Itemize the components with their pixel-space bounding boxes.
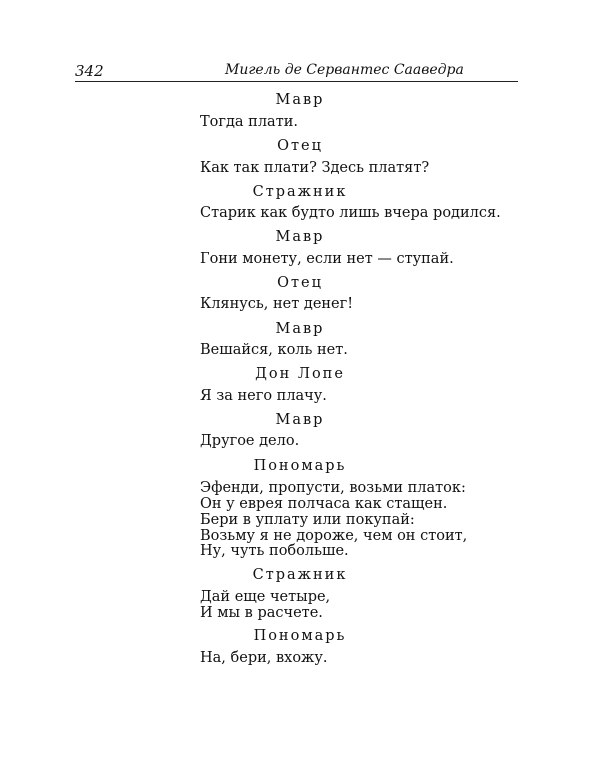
- speaker-name: Отец: [277, 275, 323, 291]
- dialogue-line: Ну, чуть побольше.: [200, 543, 349, 559]
- speaker-name: Пономарь: [253, 458, 347, 474]
- dialogue-line: На, бери, вхожу.: [200, 650, 328, 666]
- dialogue-line: Возьму я не дороже, чем он стоит,: [200, 528, 468, 544]
- dialogue-line: Бери в уплату или покупай:: [200, 512, 415, 528]
- speaker-name: Стражник: [252, 567, 348, 583]
- dialogue-line: Дай еще четыре,: [200, 589, 331, 605]
- speaker-name: Мавр: [275, 92, 325, 108]
- running-title: Мигель де Сервантес Сааведра: [225, 62, 464, 78]
- dialogue-line: Клянусь, нет денег!: [200, 296, 354, 312]
- dialogue-line: Вешайся, коль нет.: [200, 342, 348, 358]
- page-number: 342: [75, 62, 104, 80]
- speaker-name: Отец: [277, 138, 323, 154]
- dialogue-line: И мы в расчете.: [200, 605, 323, 621]
- dialogue-line: Эфенди, пропусти, возьми платок:: [200, 480, 466, 496]
- dialogue-line: Другое дело.: [200, 433, 300, 449]
- speaker-name: Стражник: [252, 184, 348, 200]
- dialogue-line: Он у еврея полчаса как стащен.: [200, 496, 448, 512]
- dialogue-line: Гони монету, если нет — ступай.: [200, 251, 454, 267]
- dialogue-line: Старик как будто лишь вчера родился.: [200, 205, 501, 221]
- header-rule: [75, 81, 518, 82]
- dialogue-line: Тогда плати.: [200, 114, 298, 130]
- dialogue-line: Как так плати? Здесь платят?: [200, 160, 430, 176]
- speaker-name: Пономарь: [253, 628, 347, 644]
- speaker-name: Мавр: [275, 321, 325, 337]
- speaker-name: Мавр: [275, 412, 325, 428]
- speaker-name: Дон Лопе: [255, 366, 345, 382]
- speaker-name: Мавр: [275, 229, 325, 245]
- dialogue-line: Я за него плачу.: [200, 388, 327, 404]
- page-header: [75, 62, 518, 82]
